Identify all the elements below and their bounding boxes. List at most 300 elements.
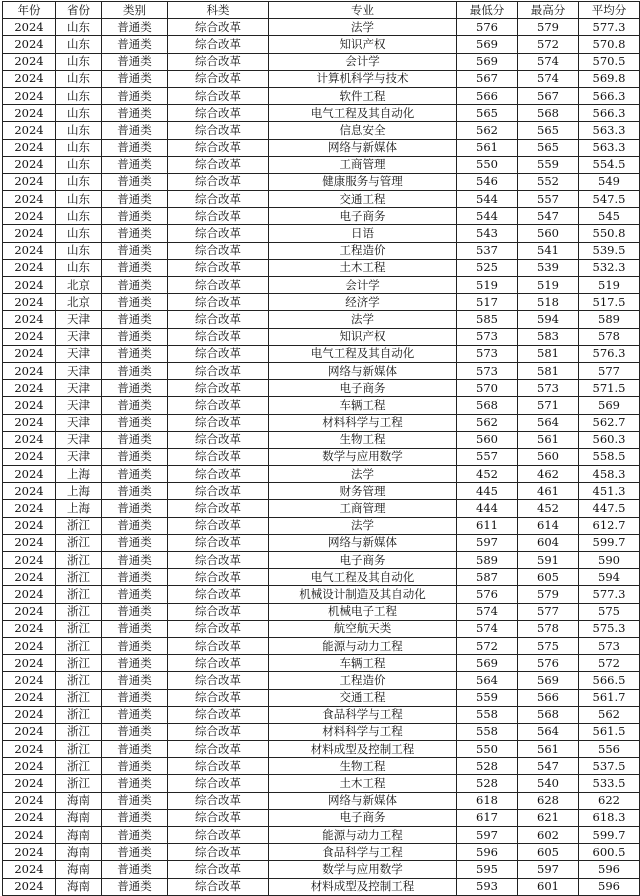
cell-province: 北京 xyxy=(56,294,102,311)
cell-max-score: 574 xyxy=(518,70,579,87)
table-row xyxy=(3,294,640,311)
cell-category: 普通类 xyxy=(102,242,168,259)
cell-subject-type: 综合改革 xyxy=(168,19,269,36)
cell-avg-score: 618.3 xyxy=(579,809,640,826)
cell-year: 2024 xyxy=(3,483,56,500)
cell-min-score: 569 xyxy=(457,36,518,53)
table-row xyxy=(3,242,640,259)
cell-avg-score: 545 xyxy=(579,208,640,225)
cell-avg-score: 578 xyxy=(579,328,640,345)
cell-max-score: 519 xyxy=(518,277,579,294)
cell-avg-score: 577.3 xyxy=(579,586,640,603)
table-row xyxy=(3,259,640,276)
cell-year: 2024 xyxy=(3,534,56,551)
cell-category: 普通类 xyxy=(102,534,168,551)
cell-min-score: 537 xyxy=(457,242,518,259)
cell-major: 计算机科学与技术 xyxy=(269,70,457,87)
cell-min-score: 517 xyxy=(457,294,518,311)
table-row xyxy=(3,191,640,208)
cell-subject-type: 综合改革 xyxy=(168,483,269,500)
cell-category: 普通类 xyxy=(102,105,168,122)
cell-major: 电子商务 xyxy=(269,552,457,569)
cell-category: 普通类 xyxy=(102,19,168,36)
cell-major: 法学 xyxy=(269,466,457,483)
cell-max-score: 605 xyxy=(518,844,579,861)
cell-subject-type: 综合改革 xyxy=(168,328,269,345)
cell-max-score: 566 xyxy=(518,689,579,706)
cell-min-score: 564 xyxy=(457,672,518,689)
cell-year: 2024 xyxy=(3,294,56,311)
cell-province: 浙江 xyxy=(56,741,102,758)
cell-province: 山东 xyxy=(56,53,102,70)
cell-subject-type: 综合改革 xyxy=(168,87,269,104)
cell-major: 材料成型及控制工程 xyxy=(269,741,457,758)
cell-subject-type: 综合改革 xyxy=(168,809,269,826)
cell-major: 材料成型及控制工程 xyxy=(269,878,457,895)
table-row xyxy=(3,517,640,534)
cell-min-score: 546 xyxy=(457,173,518,190)
cell-year: 2024 xyxy=(3,569,56,586)
cell-min-score: 550 xyxy=(457,156,518,173)
cell-avg-score: 577 xyxy=(579,362,640,379)
cell-avg-score: 590 xyxy=(579,552,640,569)
cell-avg-score: 451.3 xyxy=(579,483,640,500)
cell-major: 电子商务 xyxy=(269,809,457,826)
cell-year: 2024 xyxy=(3,345,56,362)
cell-province: 浙江 xyxy=(56,552,102,569)
cell-min-score: 544 xyxy=(457,191,518,208)
cell-min-score: 593 xyxy=(457,878,518,895)
cell-avg-score: 561.7 xyxy=(579,689,640,706)
cell-subject-type: 综合改革 xyxy=(168,225,269,242)
cell-avg-score: 577.3 xyxy=(579,19,640,36)
cell-major: 数学与应用数学 xyxy=(269,861,457,878)
cell-max-score: 552 xyxy=(518,173,579,190)
cell-year: 2024 xyxy=(3,191,56,208)
cell-year: 2024 xyxy=(3,277,56,294)
cell-major: 食品科学与工程 xyxy=(269,844,457,861)
cell-min-score: 562 xyxy=(457,414,518,431)
cell-category: 普通类 xyxy=(102,53,168,70)
cell-avg-score: 596 xyxy=(579,861,640,878)
cell-category: 普通类 xyxy=(102,569,168,586)
cell-major: 工程造价 xyxy=(269,672,457,689)
table-row xyxy=(3,637,640,654)
cell-province: 天津 xyxy=(56,328,102,345)
cell-max-score: 583 xyxy=(518,328,579,345)
cell-category: 普通类 xyxy=(102,500,168,517)
cell-major: 能源与动力工程 xyxy=(269,827,457,844)
cell-avg-score: 596 xyxy=(579,878,640,895)
table-row xyxy=(3,827,640,844)
cell-max-score: 561 xyxy=(518,431,579,448)
cell-max-score: 601 xyxy=(518,878,579,895)
cell-category: 普通类 xyxy=(102,723,168,740)
cell-year: 2024 xyxy=(3,328,56,345)
cell-category: 普通类 xyxy=(102,655,168,672)
table-row xyxy=(3,672,640,689)
cell-max-score: 602 xyxy=(518,827,579,844)
cell-category: 普通类 xyxy=(102,277,168,294)
cell-max-score: 571 xyxy=(518,397,579,414)
table-row xyxy=(3,758,640,775)
cell-category: 普通类 xyxy=(102,380,168,397)
cell-avg-score: 566.5 xyxy=(579,672,640,689)
cell-province: 浙江 xyxy=(56,672,102,689)
cell-avg-score: 576.3 xyxy=(579,345,640,362)
cell-avg-score: 563.3 xyxy=(579,122,640,139)
cell-min-score: 596 xyxy=(457,844,518,861)
cell-max-score: 621 xyxy=(518,809,579,826)
cell-major: 交通工程 xyxy=(269,689,457,706)
cell-year: 2024 xyxy=(3,156,56,173)
cell-year: 2024 xyxy=(3,758,56,775)
cell-province: 浙江 xyxy=(56,706,102,723)
cell-avg-score: 566.3 xyxy=(579,105,640,122)
table-row xyxy=(3,741,640,758)
cell-avg-score: 560.3 xyxy=(579,431,640,448)
table-row xyxy=(3,603,640,620)
cell-year: 2024 xyxy=(3,552,56,569)
table-row xyxy=(3,483,640,500)
header-province: 省份 xyxy=(56,2,102,19)
cell-province: 海南 xyxy=(56,809,102,826)
cell-category: 普通类 xyxy=(102,637,168,654)
cell-major: 土木工程 xyxy=(269,259,457,276)
cell-avg-score: 519 xyxy=(579,277,640,294)
cell-major: 网络与新媒体 xyxy=(269,534,457,551)
table-row xyxy=(3,70,640,87)
cell-subject-type: 综合改革 xyxy=(168,259,269,276)
cell-max-score: 577 xyxy=(518,603,579,620)
cell-subject-type: 综合改革 xyxy=(168,500,269,517)
cell-major: 机械电子工程 xyxy=(269,603,457,620)
cell-year: 2024 xyxy=(3,362,56,379)
cell-avg-score: 539.5 xyxy=(579,242,640,259)
cell-category: 普通类 xyxy=(102,844,168,861)
cell-major: 会计学 xyxy=(269,277,457,294)
cell-subject-type: 综合改革 xyxy=(168,603,269,620)
cell-category: 普通类 xyxy=(102,397,168,414)
cell-subject-type: 综合改革 xyxy=(168,552,269,569)
cell-category: 普通类 xyxy=(102,173,168,190)
cell-major: 法学 xyxy=(269,311,457,328)
cell-avg-score: 517.5 xyxy=(579,294,640,311)
cell-max-score: 561 xyxy=(518,741,579,758)
cell-province: 山东 xyxy=(56,191,102,208)
cell-subject-type: 综合改革 xyxy=(168,173,269,190)
cell-year: 2024 xyxy=(3,637,56,654)
cell-subject-type: 综合改革 xyxy=(168,792,269,809)
cell-province: 山东 xyxy=(56,70,102,87)
cell-category: 普通类 xyxy=(102,552,168,569)
cell-year: 2024 xyxy=(3,53,56,70)
table-row xyxy=(3,311,640,328)
cell-avg-score: 566.3 xyxy=(579,87,640,104)
header-avg-score: 平均分 xyxy=(579,2,640,19)
cell-year: 2024 xyxy=(3,105,56,122)
cell-province: 天津 xyxy=(56,397,102,414)
cell-year: 2024 xyxy=(3,706,56,723)
header-max-score: 最高分 xyxy=(518,2,579,19)
cell-subject-type: 综合改革 xyxy=(168,844,269,861)
header-major: 专业 xyxy=(269,2,457,19)
cell-major: 网络与新媒体 xyxy=(269,362,457,379)
cell-province: 浙江 xyxy=(56,620,102,637)
cell-major: 信息安全 xyxy=(269,122,457,139)
cell-province: 山东 xyxy=(56,122,102,139)
cell-subject-type: 综合改革 xyxy=(168,122,269,139)
cell-major: 电子商务 xyxy=(269,380,457,397)
cell-min-score: 595 xyxy=(457,861,518,878)
cell-min-score: 525 xyxy=(457,259,518,276)
cell-major: 生物工程 xyxy=(269,431,457,448)
table-row xyxy=(3,156,640,173)
cell-province: 浙江 xyxy=(56,603,102,620)
cell-avg-score: 562 xyxy=(579,706,640,723)
cell-min-score: 445 xyxy=(457,483,518,500)
cell-major: 航空航天类 xyxy=(269,620,457,637)
cell-province: 山东 xyxy=(56,87,102,104)
cell-min-score: 585 xyxy=(457,311,518,328)
cell-province: 天津 xyxy=(56,414,102,431)
table-row xyxy=(3,380,640,397)
cell-year: 2024 xyxy=(3,586,56,603)
cell-major: 食品科学与工程 xyxy=(269,706,457,723)
score-table-container xyxy=(2,1,640,896)
cell-max-score: 559 xyxy=(518,156,579,173)
cell-min-score: 444 xyxy=(457,500,518,517)
cell-category: 普通类 xyxy=(102,431,168,448)
table-row xyxy=(3,466,640,483)
cell-year: 2024 xyxy=(3,655,56,672)
cell-year: 2024 xyxy=(3,311,56,328)
cell-avg-score: 549 xyxy=(579,173,640,190)
cell-year: 2024 xyxy=(3,122,56,139)
cell-category: 普通类 xyxy=(102,517,168,534)
table-row xyxy=(3,87,640,104)
cell-max-score: 576 xyxy=(518,655,579,672)
cell-subject-type: 综合改革 xyxy=(168,775,269,792)
cell-min-score: 597 xyxy=(457,827,518,844)
cell-province: 山东 xyxy=(56,259,102,276)
cell-max-score: 564 xyxy=(518,723,579,740)
cell-year: 2024 xyxy=(3,139,56,156)
cell-avg-score: 575.3 xyxy=(579,620,640,637)
cell-category: 普通类 xyxy=(102,122,168,139)
cell-major: 法学 xyxy=(269,19,457,36)
cell-province: 上海 xyxy=(56,500,102,517)
cell-category: 普通类 xyxy=(102,328,168,345)
cell-province: 海南 xyxy=(56,844,102,861)
cell-max-score: 541 xyxy=(518,242,579,259)
cell-category: 普通类 xyxy=(102,191,168,208)
cell-min-score: 587 xyxy=(457,569,518,586)
cell-category: 普通类 xyxy=(102,586,168,603)
cell-subject-type: 综合改革 xyxy=(168,156,269,173)
cell-category: 普通类 xyxy=(102,689,168,706)
table-row xyxy=(3,552,640,569)
cell-avg-score: 562.7 xyxy=(579,414,640,431)
cell-max-score: 547 xyxy=(518,758,579,775)
cell-province: 山东 xyxy=(56,139,102,156)
cell-max-score: 591 xyxy=(518,552,579,569)
cell-max-score: 560 xyxy=(518,448,579,465)
cell-max-score: 461 xyxy=(518,483,579,500)
cell-category: 普通类 xyxy=(102,741,168,758)
cell-province: 天津 xyxy=(56,380,102,397)
cell-max-score: 560 xyxy=(518,225,579,242)
cell-category: 普通类 xyxy=(102,620,168,637)
cell-avg-score: 447.5 xyxy=(579,500,640,517)
cell-avg-score: 458.3 xyxy=(579,466,640,483)
cell-province: 上海 xyxy=(56,466,102,483)
cell-max-score: 540 xyxy=(518,775,579,792)
cell-subject-type: 综合改革 xyxy=(168,466,269,483)
cell-year: 2024 xyxy=(3,517,56,534)
cell-min-score: 561 xyxy=(457,139,518,156)
table-row xyxy=(3,723,640,740)
table-row xyxy=(3,706,640,723)
cell-province: 海南 xyxy=(56,827,102,844)
cell-year: 2024 xyxy=(3,878,56,895)
cell-max-score: 574 xyxy=(518,53,579,70)
cell-year: 2024 xyxy=(3,431,56,448)
cell-major: 软件工程 xyxy=(269,87,457,104)
cell-category: 普通类 xyxy=(102,208,168,225)
table-row xyxy=(3,225,640,242)
cell-subject-type: 综合改革 xyxy=(168,534,269,551)
cell-province: 山东 xyxy=(56,208,102,225)
cell-year: 2024 xyxy=(3,19,56,36)
cell-major: 交通工程 xyxy=(269,191,457,208)
cell-category: 普通类 xyxy=(102,225,168,242)
cell-province: 浙江 xyxy=(56,655,102,672)
table-row xyxy=(3,36,640,53)
cell-year: 2024 xyxy=(3,173,56,190)
cell-major: 知识产权 xyxy=(269,328,457,345)
cell-province: 海南 xyxy=(56,792,102,809)
cell-year: 2024 xyxy=(3,500,56,517)
cell-subject-type: 综合改革 xyxy=(168,620,269,637)
cell-min-score: 557 xyxy=(457,448,518,465)
cell-province: 天津 xyxy=(56,345,102,362)
cell-max-score: 604 xyxy=(518,534,579,551)
cell-category: 普通类 xyxy=(102,70,168,87)
cell-subject-type: 综合改革 xyxy=(168,672,269,689)
cell-major: 法学 xyxy=(269,517,457,534)
cell-subject-type: 综合改革 xyxy=(168,277,269,294)
cell-category: 普通类 xyxy=(102,792,168,809)
cell-major: 健康服务与管理 xyxy=(269,173,457,190)
cell-min-score: 568 xyxy=(457,397,518,414)
cell-year: 2024 xyxy=(3,844,56,861)
cell-category: 普通类 xyxy=(102,706,168,723)
cell-subject-type: 综合改革 xyxy=(168,242,269,259)
cell-year: 2024 xyxy=(3,242,56,259)
cell-min-score: 597 xyxy=(457,534,518,551)
cell-year: 2024 xyxy=(3,70,56,87)
cell-category: 普通类 xyxy=(102,672,168,689)
cell-year: 2024 xyxy=(3,208,56,225)
cell-avg-score: 569 xyxy=(579,397,640,414)
cell-province: 天津 xyxy=(56,311,102,328)
cell-province: 上海 xyxy=(56,483,102,500)
cell-major: 车辆工程 xyxy=(269,655,457,672)
cell-max-score: 578 xyxy=(518,620,579,637)
cell-category: 普通类 xyxy=(102,36,168,53)
cell-min-score: 528 xyxy=(457,775,518,792)
cell-subject-type: 综合改革 xyxy=(168,689,269,706)
cell-avg-score: 558.5 xyxy=(579,448,640,465)
cell-subject-type: 综合改革 xyxy=(168,397,269,414)
cell-max-score: 575 xyxy=(518,637,579,654)
cell-max-score: 452 xyxy=(518,500,579,517)
cell-min-score: 574 xyxy=(457,603,518,620)
cell-subject-type: 综合改革 xyxy=(168,294,269,311)
cell-min-score: 574 xyxy=(457,620,518,637)
cell-min-score: 562 xyxy=(457,122,518,139)
cell-major: 日语 xyxy=(269,225,457,242)
cell-min-score: 569 xyxy=(457,655,518,672)
cell-avg-score: 573 xyxy=(579,637,640,654)
cell-major: 工商管理 xyxy=(269,500,457,517)
cell-province: 浙江 xyxy=(56,534,102,551)
cell-province: 天津 xyxy=(56,431,102,448)
table-row xyxy=(3,328,640,345)
cell-max-score: 579 xyxy=(518,19,579,36)
cell-province: 天津 xyxy=(56,448,102,465)
cell-year: 2024 xyxy=(3,723,56,740)
cell-province: 山东 xyxy=(56,242,102,259)
table-row xyxy=(3,122,640,139)
cell-max-score: 581 xyxy=(518,362,579,379)
table-row xyxy=(3,569,640,586)
cell-avg-score: 594 xyxy=(579,569,640,586)
cell-category: 普通类 xyxy=(102,878,168,895)
cell-major: 电子商务 xyxy=(269,208,457,225)
cell-category: 普通类 xyxy=(102,448,168,465)
cell-year: 2024 xyxy=(3,620,56,637)
cell-min-score: 558 xyxy=(457,723,518,740)
cell-avg-score: 612.7 xyxy=(579,517,640,534)
cell-major: 材料科学与工程 xyxy=(269,723,457,740)
cell-avg-score: 571.5 xyxy=(579,380,640,397)
cell-province: 山东 xyxy=(56,156,102,173)
cell-category: 普通类 xyxy=(102,483,168,500)
cell-max-score: 557 xyxy=(518,191,579,208)
cell-year: 2024 xyxy=(3,466,56,483)
cell-min-score: 559 xyxy=(457,689,518,706)
cell-max-score: 579 xyxy=(518,586,579,603)
cell-max-score: 581 xyxy=(518,345,579,362)
cell-category: 普通类 xyxy=(102,809,168,826)
header-category: 类别 xyxy=(102,2,168,19)
cell-subject-type: 综合改革 xyxy=(168,191,269,208)
cell-province: 山东 xyxy=(56,19,102,36)
cell-max-score: 565 xyxy=(518,139,579,156)
cell-province: 浙江 xyxy=(56,689,102,706)
cell-major: 工商管理 xyxy=(269,156,457,173)
cell-min-score: 543 xyxy=(457,225,518,242)
cell-province: 海南 xyxy=(56,861,102,878)
cell-min-score: 572 xyxy=(457,637,518,654)
cell-subject-type: 综合改革 xyxy=(168,637,269,654)
cell-subject-type: 综合改革 xyxy=(168,569,269,586)
cell-category: 普通类 xyxy=(102,414,168,431)
cell-province: 浙江 xyxy=(56,775,102,792)
cell-subject-type: 综合改革 xyxy=(168,139,269,156)
